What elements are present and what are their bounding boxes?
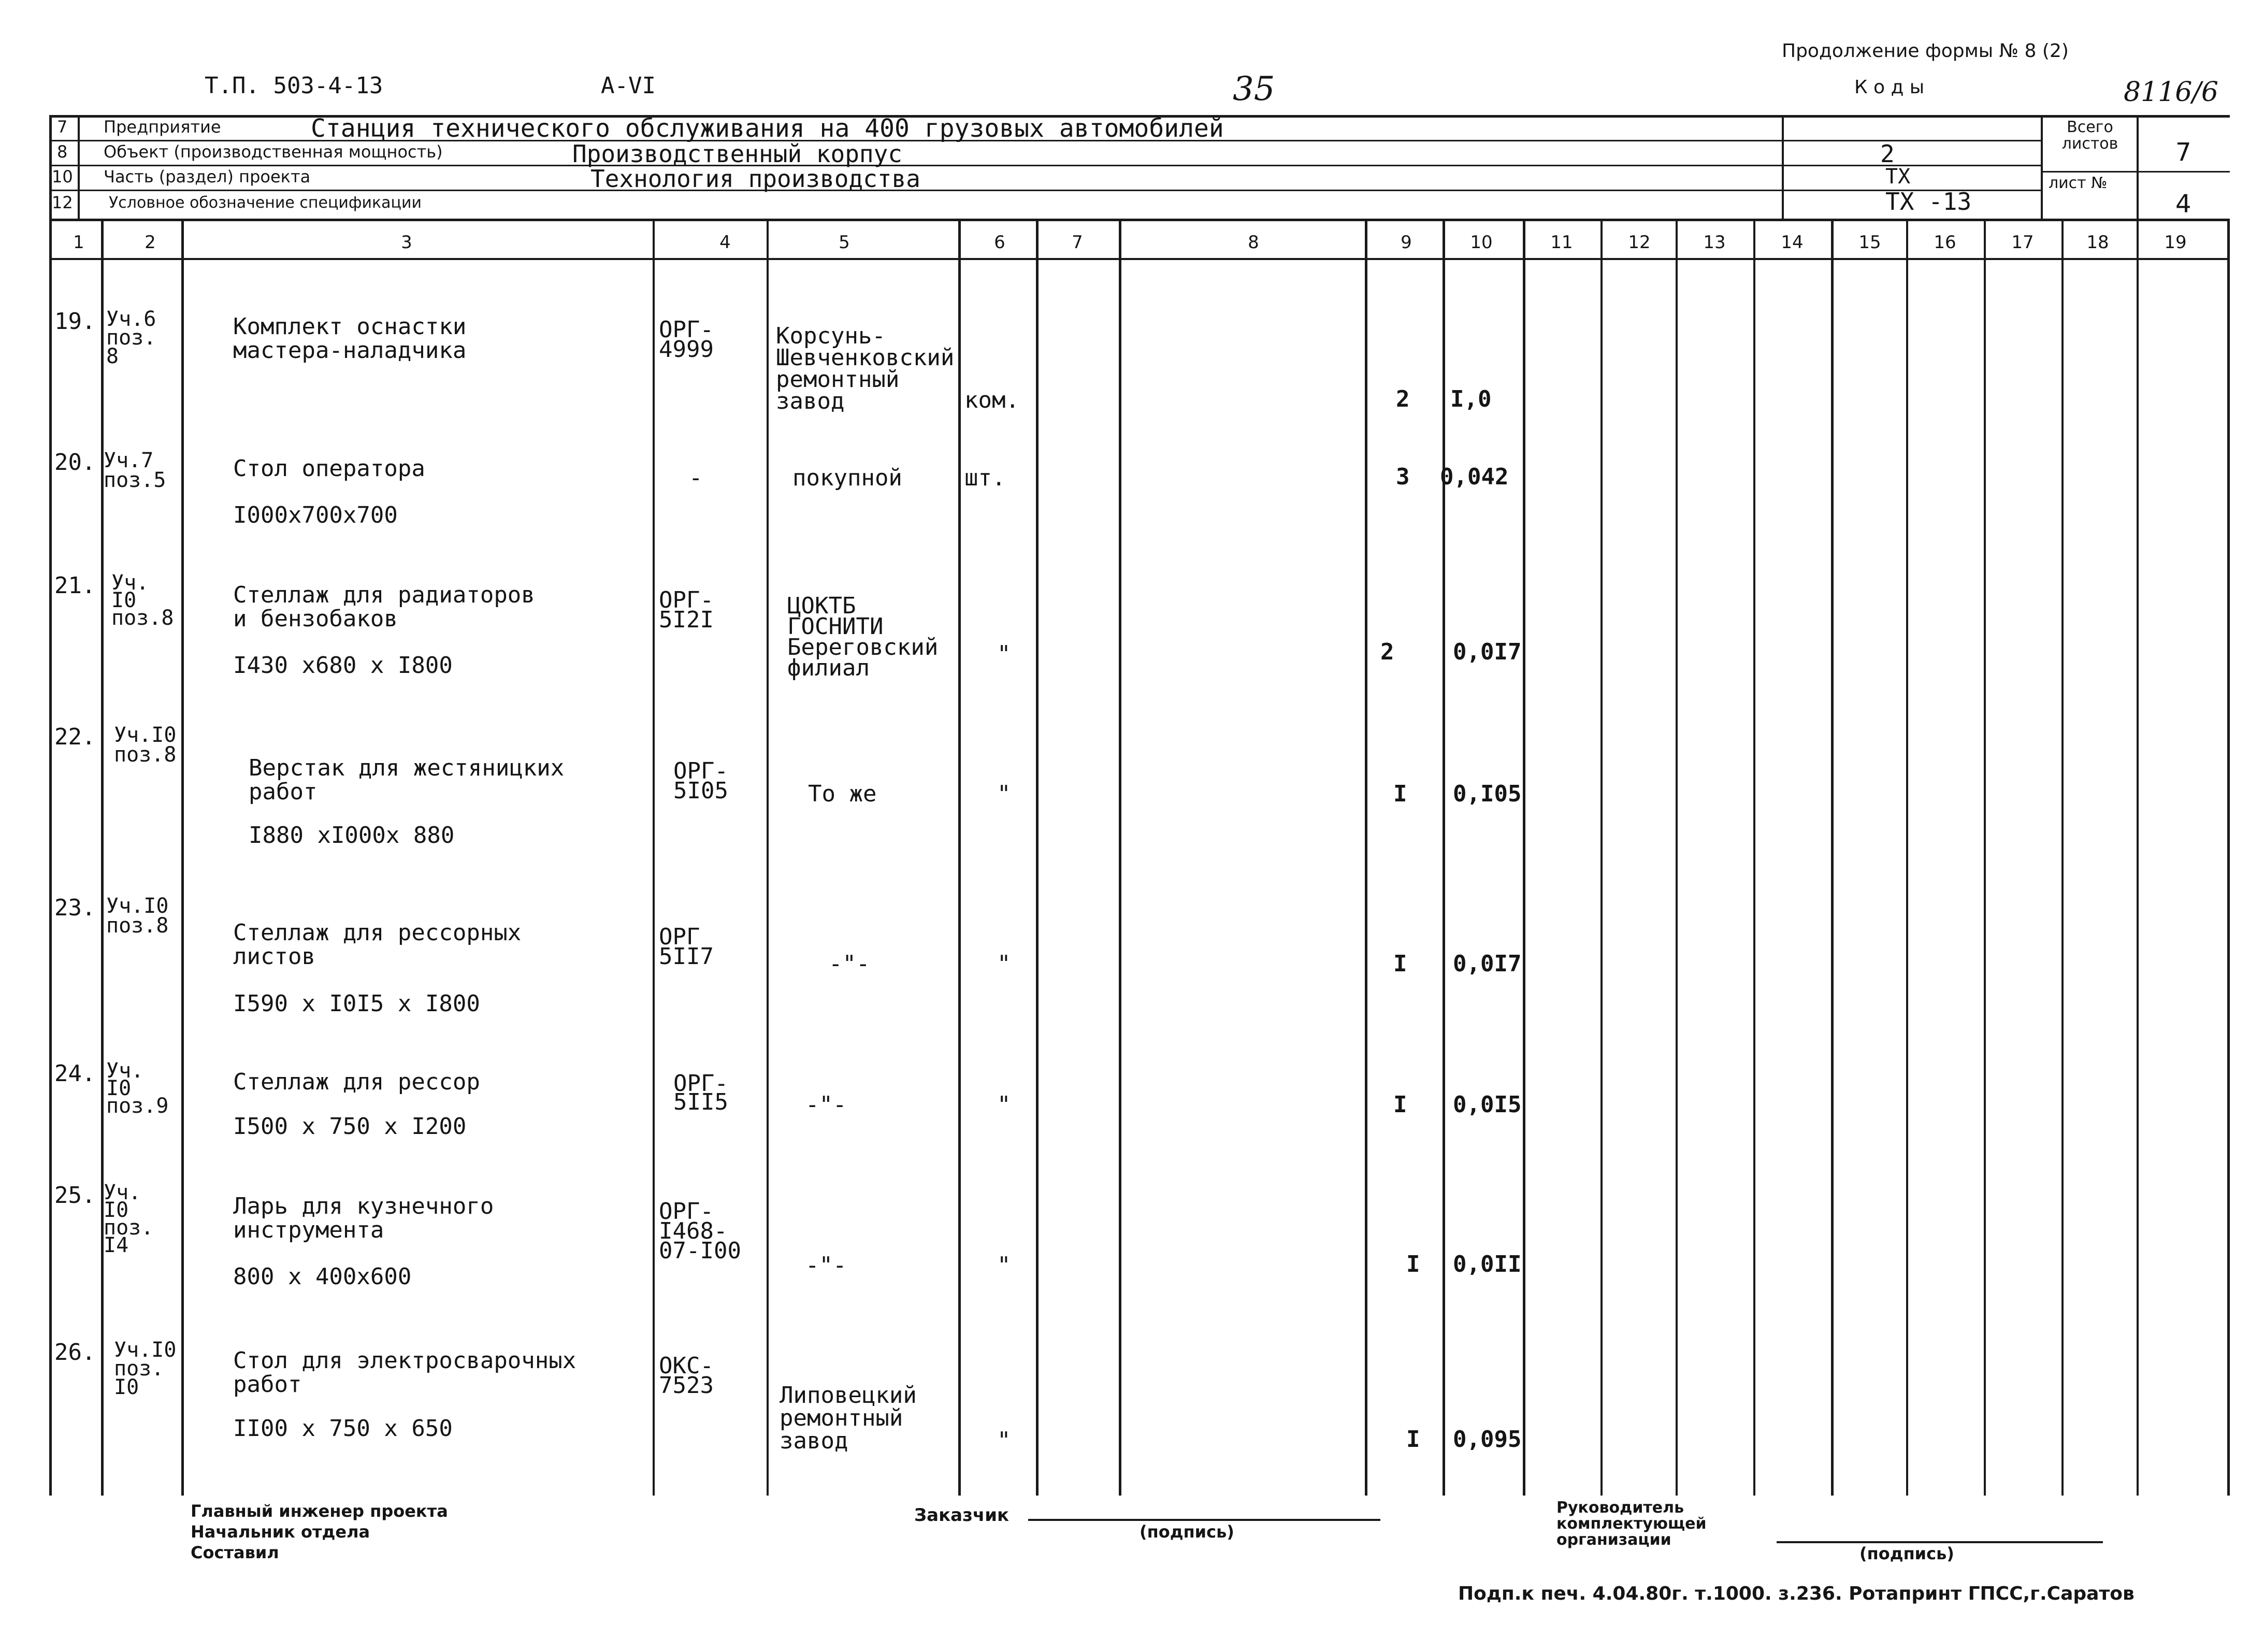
item-code: ОРГ- I468- 07-I00 (659, 1198, 741, 1264)
item-unit: " (997, 1091, 1011, 1118)
item-supplier: Корсунь- Шевченковский ремонтный завод (776, 323, 955, 414)
item-weight: 0,0I7 (1453, 951, 1522, 977)
item-name: Стеллаж для радиаторов и бензобаков (233, 582, 535, 632)
print-info: Подп.к печ. 4.04.80г. т.1000. з.236. Ротапринт ГПСС,г.Саратов (1458, 1583, 2135, 1604)
item-name: Комплект оснастки мастера-наладчика (233, 313, 467, 364)
row-number: 23. (54, 895, 96, 921)
customer-signature-line (1028, 1519, 1380, 1521)
item-weight: I,0 (1450, 386, 1492, 412)
row-number: 24. (54, 1060, 96, 1087)
col-num: 1 (73, 232, 84, 253)
item-supplier: То же (808, 781, 877, 807)
item-supplier: покупной (792, 465, 902, 491)
col-num: 12 (1628, 232, 1651, 253)
item-code: ОРГ- 4999 (659, 317, 714, 363)
col-num: 14 (1781, 232, 1804, 253)
item-qty: I (1393, 781, 1407, 807)
total-sheets: 7 (2175, 138, 2191, 167)
spec-code: ТХ -13 (1885, 188, 1972, 216)
item-supplier: -"- (829, 951, 870, 977)
item-unit: " (997, 1427, 1011, 1454)
col-num: 16 (1934, 232, 1956, 253)
col-num: 3 (401, 232, 412, 253)
item-dims: I500 x 750 x I200 (233, 1113, 467, 1140)
item-weight: 0,0I5 (1453, 1091, 1522, 1118)
form-continuation: Продолжение формы № 8 (2) (1782, 40, 2069, 62)
supplier-signature-caption: (подпись) (1859, 1544, 1954, 1563)
item-qty: I (1393, 1091, 1407, 1118)
col-num: 17 (2011, 232, 2034, 253)
col-num: 15 (1858, 232, 1881, 253)
item-qty: 2 (1380, 639, 1394, 665)
codes-label: К о д ы (1854, 77, 1925, 98)
col-num: 2 (145, 232, 156, 253)
sheet-no: 4 (2175, 190, 2191, 219)
col-num: 9 (1401, 232, 1412, 253)
row-number: 26. (54, 1339, 96, 1366)
header-row-num: 7 (57, 117, 68, 137)
col-num: 19 (2164, 232, 2187, 253)
customer-label: Заказчик (914, 1505, 1010, 1526)
row-ref: Уч.6 поз. 8 (106, 307, 156, 368)
supplier-signature-line (1777, 1541, 2103, 1543)
footer-department-head: Начальник отдела (191, 1522, 370, 1542)
col-num: 8 (1248, 232, 1259, 253)
item-name: Стол оператора (233, 455, 425, 482)
header-row-num: 12 (52, 193, 73, 212)
item-unit: " (997, 951, 1011, 977)
item-supplier: Липовецкий ремонтный завод (780, 1382, 917, 1454)
row-number: 25. (54, 1182, 96, 1209)
section-code: ТХ (1885, 165, 1911, 189)
item-code: - (689, 465, 703, 491)
header-row-num: 10 (52, 167, 73, 186)
supplier-org-label: Руководитель комплектующей организации (1556, 1499, 1707, 1549)
item-code: ОРГ- 5II5 (673, 1070, 728, 1115)
customer-signature-caption: (подпись) (1140, 1522, 1234, 1542)
item-unit: " (997, 781, 1011, 807)
item-unit: " (997, 1252, 1011, 1278)
item-dims: I000x700x700 (233, 502, 398, 528)
ref-number: 8116/6 (2124, 77, 2218, 108)
item-dims: I880 xI000x 880 (249, 822, 455, 849)
item-supplier: -"- (805, 1252, 847, 1278)
item-weight: 0,095 (1453, 1426, 1522, 1453)
col-num: 18 (2086, 232, 2109, 253)
item-qty: I (1406, 1426, 1420, 1453)
header-row-label: Предприятие (104, 117, 221, 137)
item-weight: 0,0I7 (1453, 639, 1522, 665)
row-ref: Уч.I0 поз. I0 (114, 1338, 177, 1399)
row-number: 20. (54, 449, 96, 476)
object-code: 2 (1880, 140, 1895, 168)
col-num: 7 (1072, 232, 1083, 253)
item-dims: I590 x I0I5 x I800 (233, 990, 480, 1017)
item-qty: 2 (1396, 386, 1410, 412)
item-weight: 0,0II (1453, 1251, 1522, 1277)
col-num: 4 (719, 232, 731, 253)
item-code: ОРГ- 5I05 (673, 758, 728, 804)
header-row-num: 8 (57, 142, 68, 162)
item-name: Стеллаж для рессорных листов (233, 920, 522, 970)
item-name: Стеллаж для рессор (233, 1069, 480, 1095)
object-name: Производственный корпус (572, 140, 902, 168)
col-num: 6 (994, 232, 1005, 253)
row-ref: Уч.7 поз.5 (104, 449, 166, 492)
item-qty: I (1406, 1251, 1420, 1277)
row-ref: Уч. I0 поз.8 (111, 571, 174, 630)
item-weight: 0,042 (1440, 464, 1509, 490)
item-code: ОРГ- 5I2I (659, 587, 714, 633)
item-weight: 0,I05 (1453, 781, 1522, 807)
item-qty: 3 (1396, 464, 1410, 490)
item-unit: " (997, 641, 1011, 667)
item-name: Верстак для жестяницких работ (249, 755, 565, 805)
album-code: А-VI (601, 73, 656, 99)
row-number: 21. (54, 572, 96, 599)
item-dims: 800 x 400x600 (233, 1263, 412, 1290)
item-unit: ком. (964, 387, 1019, 413)
doc-code: Т.П. 503-4-13 (205, 73, 383, 99)
item-qty: I (1393, 951, 1407, 977)
col-num: 10 (1470, 232, 1493, 253)
row-ref: Уч.I0 поз.8 (106, 894, 169, 938)
footer-compiled-by: Составил (191, 1543, 279, 1562)
row-ref: Уч. I0 поз.9 (106, 1059, 169, 1118)
row-ref: Уч. I0 поз. I4 (104, 1181, 154, 1257)
row-number: 22. (54, 724, 96, 750)
row-ref: Уч.I0 поз.8 (114, 723, 177, 767)
page-number: 35 (1233, 70, 1275, 108)
section-name: Технология производства (590, 165, 920, 193)
item-name: Стол для электросварочных работ (233, 1347, 576, 1398)
item-code: ОКС- 7523 (659, 1353, 714, 1399)
item-supplier: ЦОКТБ ГОСНИТИ Береговский филиал (787, 593, 939, 681)
header-row-label: Объект (производственная мощность) (104, 142, 443, 162)
item-code: ОРГ 5II7 (659, 924, 714, 970)
sheet-label: лист № (2049, 174, 2108, 192)
col-num: 5 (839, 232, 850, 253)
col-num: 13 (1703, 232, 1726, 253)
enterprise-name: Станция технического обслуживания на 400 грузовых автомобилей (311, 114, 1224, 143)
footer-chief-engineer: Главный инженер проекта (191, 1501, 448, 1521)
row-number: 19. (54, 308, 96, 335)
header-row-label: Часть (раздел) проекта (104, 167, 311, 186)
col-num: 11 (1550, 232, 1573, 253)
total-sheets-label: Всего листов (2061, 118, 2118, 153)
item-name: Ларь для кузнечного инструмента (233, 1193, 494, 1243)
item-supplier: -"- (805, 1091, 847, 1118)
item-unit: шт. (964, 465, 1006, 491)
item-dims: I430 x680 x I800 (233, 652, 453, 679)
header-row-label: Условное обозначение спецификации (109, 194, 422, 212)
item-dims: II00 x 750 x 650 (233, 1415, 453, 1442)
